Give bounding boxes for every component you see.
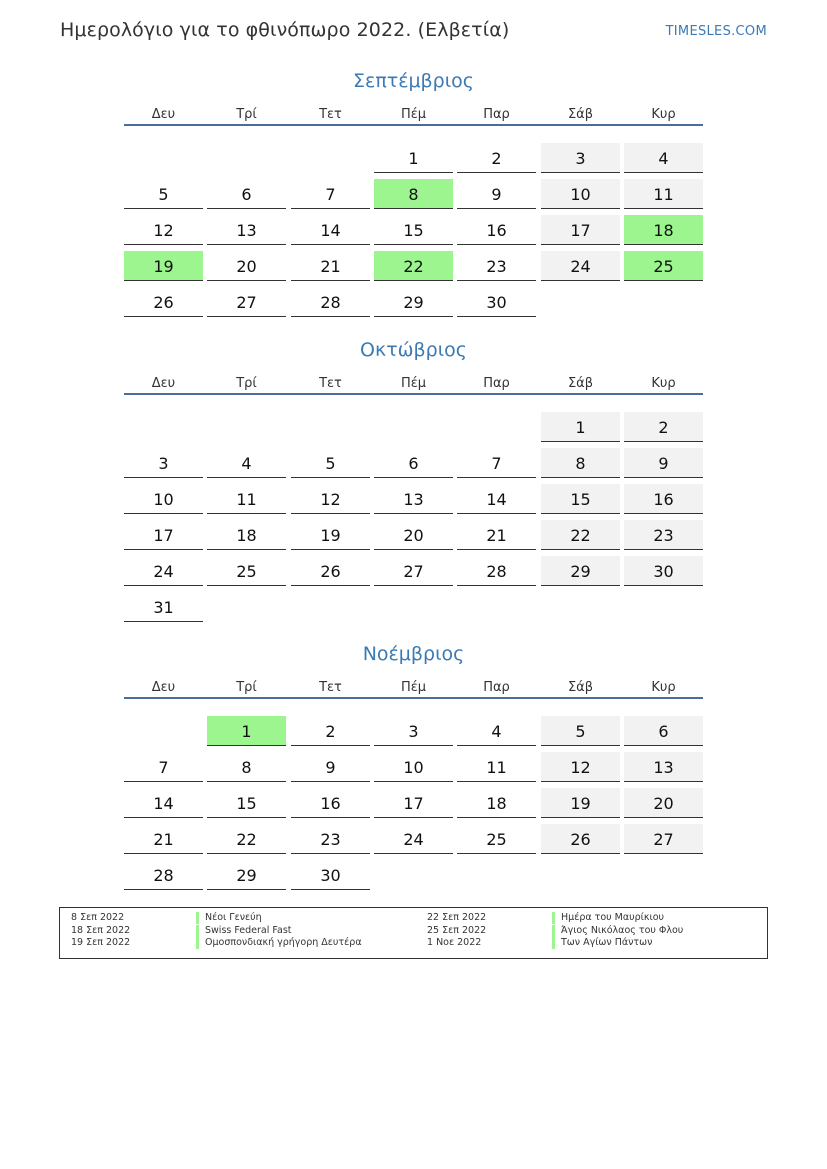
day-cell[interactable]: 9 bbox=[291, 752, 370, 782]
weekday-label: Παρ bbox=[483, 376, 510, 391]
holiday-day-cell[interactable]: 1 bbox=[207, 716, 286, 746]
day-cell[interactable]: 10 bbox=[374, 752, 453, 782]
day-cell[interactable]: 27 bbox=[624, 824, 703, 854]
day-cell[interactable]: 26 bbox=[291, 556, 370, 586]
weekday-label: Πέμ bbox=[400, 107, 427, 122]
day-cell[interactable]: 18 bbox=[207, 520, 286, 550]
holiday-day-cell[interactable]: 19 bbox=[124, 251, 203, 281]
day-cell[interactable]: 25 bbox=[457, 824, 536, 854]
day-cell[interactable]: 17 bbox=[124, 520, 203, 550]
weekday-label: Τρί bbox=[236, 680, 257, 695]
day-cell[interactable]: 26 bbox=[541, 824, 620, 854]
day-cell[interactable]: 29 bbox=[374, 287, 453, 317]
day-cell[interactable]: 29 bbox=[541, 556, 620, 586]
day-cell[interactable]: 12 bbox=[291, 484, 370, 514]
day-cell[interactable]: 20 bbox=[207, 251, 286, 281]
day-cell[interactable]: 20 bbox=[624, 788, 703, 818]
weekday-label: Σάβ bbox=[567, 107, 594, 122]
weekday-label: Κυρ bbox=[651, 680, 676, 695]
weekday-label: Τετ bbox=[319, 107, 342, 122]
day-cell[interactable]: 27 bbox=[207, 287, 286, 317]
day-cell[interactable]: 16 bbox=[291, 788, 370, 818]
day-cell[interactable]: 12 bbox=[124, 215, 203, 245]
holiday-day-cell[interactable]: 18 bbox=[624, 215, 703, 245]
day-cell[interactable]: 18 bbox=[457, 788, 536, 818]
day-cell[interactable]: 28 bbox=[124, 860, 203, 890]
day-cell[interactable]: 12 bbox=[541, 752, 620, 782]
weekday-label: Δευ bbox=[151, 376, 176, 391]
day-cell[interactable]: 31 bbox=[124, 592, 203, 622]
day-cell[interactable]: 24 bbox=[541, 251, 620, 281]
weekday-label: Τετ bbox=[319, 376, 342, 391]
day-cell[interactable]: 19 bbox=[291, 520, 370, 550]
month-title: Σεπτέμβριος bbox=[353, 70, 474, 92]
day-cell[interactable]: 25 bbox=[207, 556, 286, 586]
legend-holiday-name: Νέοι Γενεύη bbox=[196, 912, 262, 924]
holiday-day-cell[interactable]: 22 bbox=[374, 251, 453, 281]
day-cell[interactable]: 13 bbox=[207, 215, 286, 245]
weekday-label: Παρ bbox=[483, 107, 510, 122]
day-cell[interactable]: 20 bbox=[374, 520, 453, 550]
legend-holiday-name: Swiss Federal Fast bbox=[196, 925, 292, 937]
header-rule bbox=[124, 697, 703, 699]
day-cell[interactable]: 13 bbox=[374, 484, 453, 514]
day-cell[interactable]: 14 bbox=[457, 484, 536, 514]
weekday-label: Πέμ bbox=[400, 680, 427, 695]
day-cell[interactable]: 5 bbox=[291, 448, 370, 478]
weekday-label: Τρί bbox=[236, 376, 257, 391]
weekday-label: Δευ bbox=[151, 680, 176, 695]
day-cell[interactable]: 7 bbox=[124, 752, 203, 782]
weekday-label: Τετ bbox=[319, 680, 342, 695]
day-cell[interactable]: 5 bbox=[124, 179, 203, 209]
weekday-label: Πέμ bbox=[400, 376, 427, 391]
day-cell[interactable]: 17 bbox=[374, 788, 453, 818]
day-cell[interactable]: 15 bbox=[207, 788, 286, 818]
day-cell[interactable]: 8 bbox=[207, 752, 286, 782]
day-cell[interactable]: 30 bbox=[624, 556, 703, 586]
day-cell[interactable]: 29 bbox=[207, 860, 286, 890]
weekday-label: Σάβ bbox=[567, 680, 594, 695]
day-cell[interactable]: 6 bbox=[624, 716, 703, 746]
day-cell[interactable]: 28 bbox=[457, 556, 536, 586]
day-cell[interactable]: 30 bbox=[457, 287, 536, 317]
day-cell[interactable]: 4 bbox=[624, 143, 703, 173]
day-cell[interactable]: 2 bbox=[457, 143, 536, 173]
day-cell[interactable]: 9 bbox=[457, 179, 536, 209]
legend-date: 18 Σεπ 2022 bbox=[71, 924, 131, 936]
holiday-day-cell[interactable]: 25 bbox=[624, 251, 703, 281]
weekday-label: Παρ bbox=[483, 680, 510, 695]
legend-date: 8 Σεπ 2022 bbox=[71, 912, 125, 923]
legend-date: 19 Σεπ 2022 bbox=[71, 937, 131, 948]
weekday-label: Τρί bbox=[236, 107, 257, 122]
day-cell[interactable]: 10 bbox=[124, 484, 203, 514]
legend-holiday-name: Των Αγίων Πάντων bbox=[552, 937, 652, 949]
day-cell[interactable]: 24 bbox=[374, 824, 453, 854]
day-cell[interactable]: 2 bbox=[624, 412, 703, 442]
day-cell[interactable]: 15 bbox=[374, 215, 453, 245]
day-cell[interactable]: 28 bbox=[291, 287, 370, 317]
day-cell[interactable]: 16 bbox=[457, 215, 536, 245]
legend-holiday-name: Ημέρα του Μαυρίκιου bbox=[552, 912, 664, 924]
day-cell[interactable]: 4 bbox=[207, 448, 286, 478]
page-title: Ημερολόγιο για το φθινόπωρο 2022. (Ελβετία) bbox=[60, 19, 510, 41]
day-cell[interactable]: 24 bbox=[124, 556, 203, 586]
day-cell[interactable]: 11 bbox=[457, 752, 536, 782]
header-rule bbox=[124, 124, 703, 126]
holiday-day-cell[interactable]: 8 bbox=[374, 179, 453, 209]
day-cell[interactable]: 23 bbox=[624, 520, 703, 550]
day-cell[interactable]: 14 bbox=[291, 215, 370, 245]
day-cell[interactable]: 21 bbox=[291, 251, 370, 281]
weekday-label: Κυρ bbox=[651, 376, 676, 391]
day-cell[interactable]: 2 bbox=[291, 716, 370, 746]
day-cell[interactable]: 11 bbox=[207, 484, 286, 514]
day-cell[interactable]: 3 bbox=[374, 716, 453, 746]
weekday-label: Δευ bbox=[151, 107, 176, 122]
day-cell[interactable]: 19 bbox=[541, 788, 620, 818]
day-cell[interactable]: 7 bbox=[457, 448, 536, 478]
legend-date: 1 Νοε 2022 bbox=[427, 937, 482, 948]
day-cell[interactable]: 3 bbox=[124, 448, 203, 478]
day-cell[interactable]: 7 bbox=[291, 179, 370, 209]
month-title: Οκτώβριος bbox=[360, 339, 467, 361]
weekday-label: Σάβ bbox=[567, 376, 594, 391]
day-cell[interactable]: 6 bbox=[374, 448, 453, 478]
day-cell[interactable]: 27 bbox=[374, 556, 453, 586]
day-cell[interactable]: 22 bbox=[541, 520, 620, 550]
legend-holiday-name: Άγιος Νικόλαος του Φλου bbox=[552, 925, 683, 937]
day-cell[interactable]: 14 bbox=[124, 788, 203, 818]
legend-date: 25 Σεπ 2022 bbox=[427, 924, 487, 936]
day-cell[interactable]: 6 bbox=[207, 179, 286, 209]
day-cell[interactable]: 1 bbox=[374, 143, 453, 173]
weekday-label: Κυρ bbox=[651, 107, 676, 122]
header-rule bbox=[124, 393, 703, 395]
holiday-legend bbox=[59, 907, 768, 959]
day-cell[interactable]: 11 bbox=[624, 179, 703, 209]
month-title: Νοέμβριος bbox=[362, 643, 465, 665]
day-cell[interactable]: 10 bbox=[541, 179, 620, 209]
brand-link[interactable]: TIMESLES.COM bbox=[665, 24, 767, 39]
day-cell[interactable]: 23 bbox=[291, 824, 370, 854]
day-cell[interactable]: 16 bbox=[624, 484, 703, 514]
day-cell[interactable]: 3 bbox=[541, 143, 620, 173]
day-cell[interactable]: 22 bbox=[207, 824, 286, 854]
day-cell[interactable]: 1 bbox=[541, 412, 620, 442]
day-cell[interactable]: 30 bbox=[291, 860, 370, 890]
day-cell[interactable]: 21 bbox=[457, 520, 536, 550]
legend-holiday-name: Ομοσπονδιακή γρήγορη Δευτέρα bbox=[196, 937, 362, 949]
day-cell[interactable]: 15 bbox=[541, 484, 620, 514]
day-cell[interactable]: 8 bbox=[541, 448, 620, 478]
legend-date: 22 Σεπ 2022 bbox=[427, 912, 487, 923]
day-cell[interactable]: 9 bbox=[624, 448, 703, 478]
day-cell[interactable]: 17 bbox=[541, 215, 620, 245]
day-cell[interactable]: 23 bbox=[457, 251, 536, 281]
day-cell[interactable]: 5 bbox=[541, 716, 620, 746]
day-cell[interactable]: 4 bbox=[457, 716, 536, 746]
day-cell[interactable]: 21 bbox=[124, 824, 203, 854]
day-cell[interactable]: 26 bbox=[124, 287, 203, 317]
day-cell[interactable]: 13 bbox=[624, 752, 703, 782]
